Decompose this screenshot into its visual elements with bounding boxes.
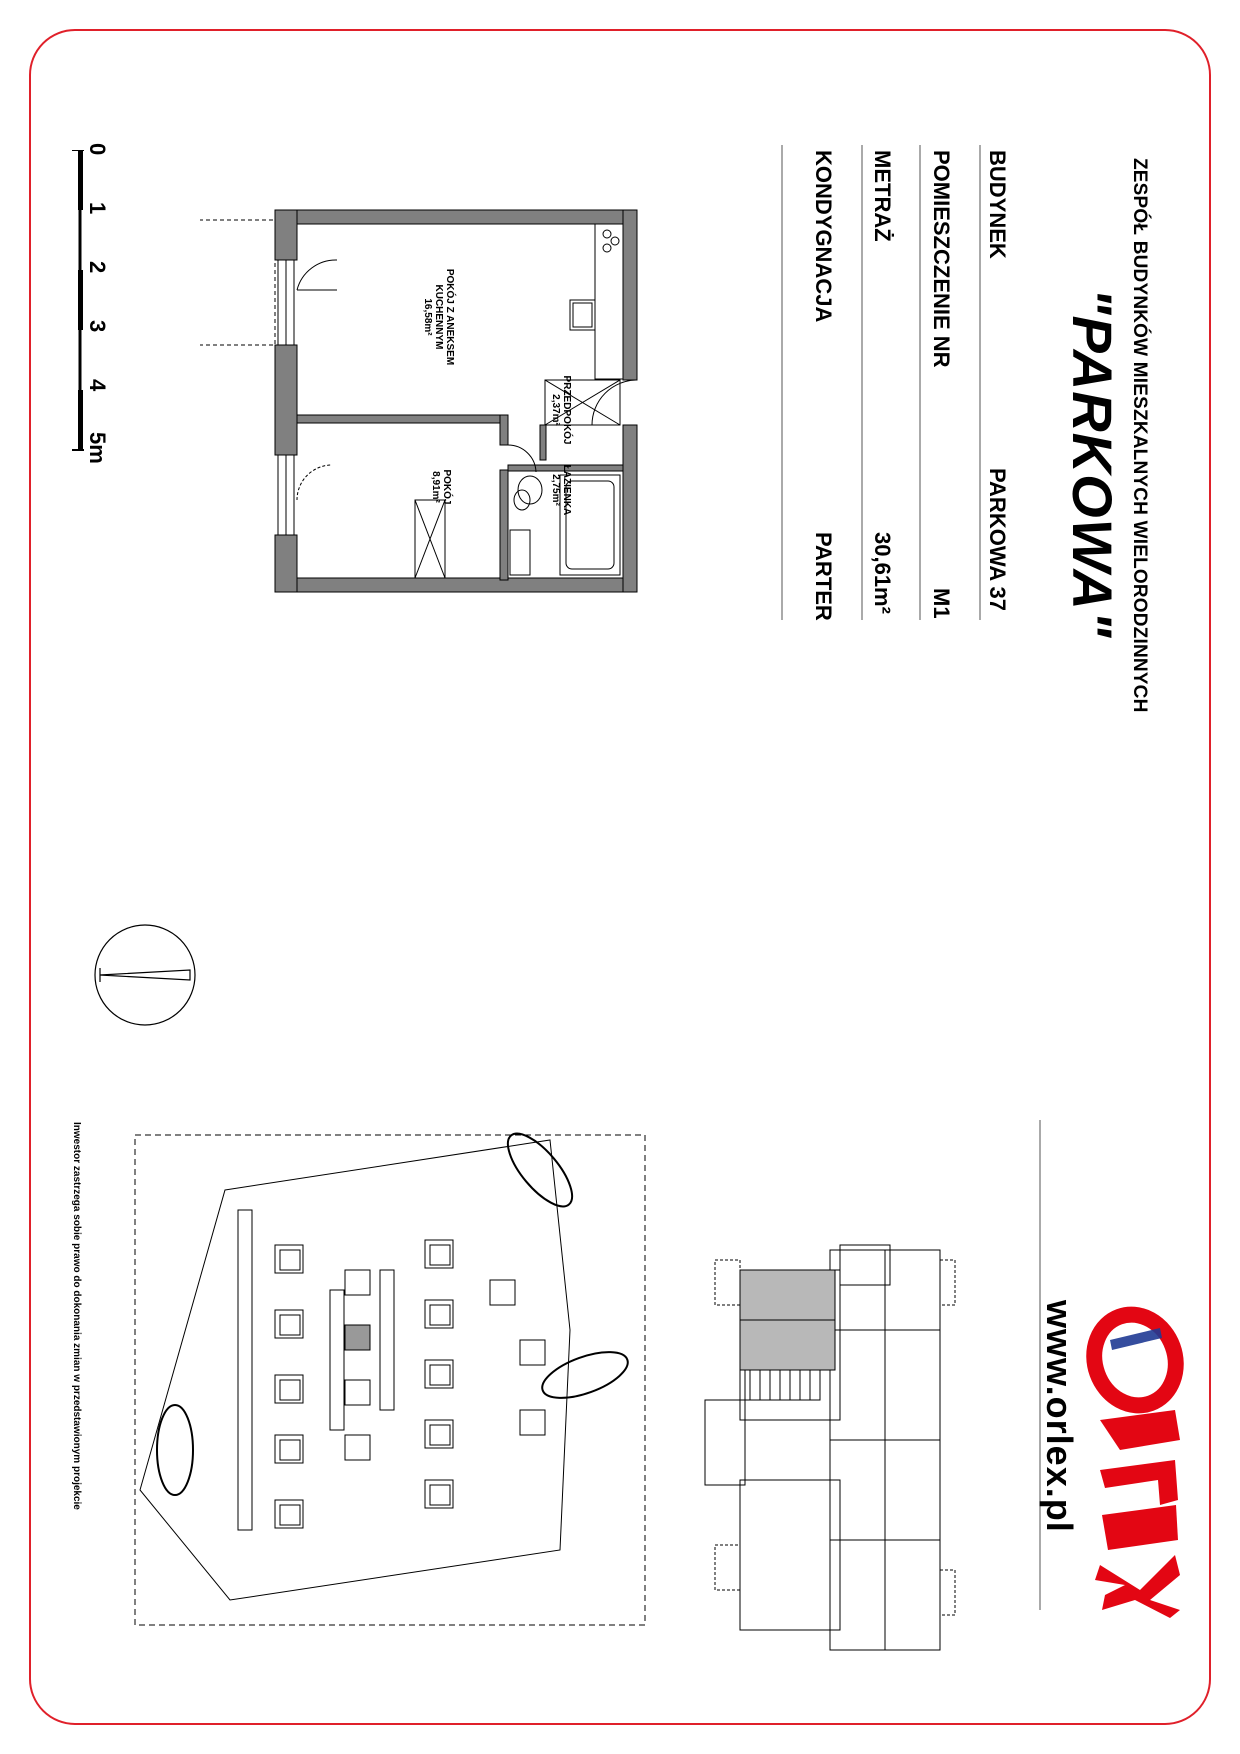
- scale-tick-4: 4: [85, 379, 110, 392]
- room-living-area: 16,58m²: [422, 298, 433, 336]
- info-value-pomieszczenie: M1: [929, 588, 954, 619]
- info-label-budynek: BUDYNEK: [985, 150, 1010, 259]
- website-url: www.orlex.pl: [1039, 1300, 1080, 1533]
- north-arrow-icon: [90, 920, 200, 1030]
- room-bedroom-label: [430, 462, 452, 512]
- inner-walls: [297, 415, 623, 580]
- info-value-metraz: 30,61m²: [870, 532, 895, 614]
- project-subtitle: ZESPÓŁ BUDYNKÓW MIESZKALNYCH WIELORODZINNYCH: [1129, 158, 1150, 713]
- scale-tick-3: 3: [85, 320, 110, 333]
- scale-tick-5: 5m: [85, 432, 110, 464]
- room-hall-name: PRZEDPOKÓJ: [561, 375, 572, 445]
- info-label-metraz: METRAŻ: [870, 150, 895, 242]
- project-title: "PARKOWA": [1061, 288, 1124, 639]
- room-bathroom-name: ŁAZIENKA: [561, 464, 572, 516]
- disclaimer-note: Inwestor zastrzega sobie prawo do dokonania zmian w przedstawionym projekcie: [71, 1122, 82, 1510]
- outer-walls: [275, 210, 637, 592]
- orlex-logo: [1080, 1300, 1190, 1620]
- room-bathroom-area: 2,75m²: [550, 474, 561, 506]
- room-living-label: [422, 262, 455, 372]
- building-key-plan: [700, 1230, 960, 1670]
- scale-tick-2: 2: [85, 261, 110, 274]
- info-value-kondygnacja: PARTER: [811, 532, 836, 621]
- room-living-name: POKÓJ Z ANEKSEM KUCHENNYM: [433, 268, 455, 366]
- room-hall-area: 2,37m²: [550, 394, 561, 426]
- site-plan: [130, 1130, 650, 1630]
- scale-tick-1: 1: [85, 202, 110, 215]
- apartment-floor-plan: [200, 200, 640, 620]
- info-label-kondygnacja: KONDYGNACJA: [811, 150, 836, 323]
- room-bedroom-name: POKÓJ: [441, 469, 452, 505]
- kitchen-fixtures: [570, 224, 623, 379]
- room-hall-label: [550, 375, 572, 445]
- info-label-pomieszczenie: POMIESZCZENIE NR: [929, 150, 954, 368]
- scale-bar: [70, 150, 110, 460]
- room-bedroom-area: 8,91m²: [430, 471, 441, 503]
- scale-tick-0: 0: [85, 143, 110, 156]
- room-bathroom-label: [550, 460, 572, 520]
- info-value-budynek: PARKOWA 37: [985, 468, 1010, 612]
